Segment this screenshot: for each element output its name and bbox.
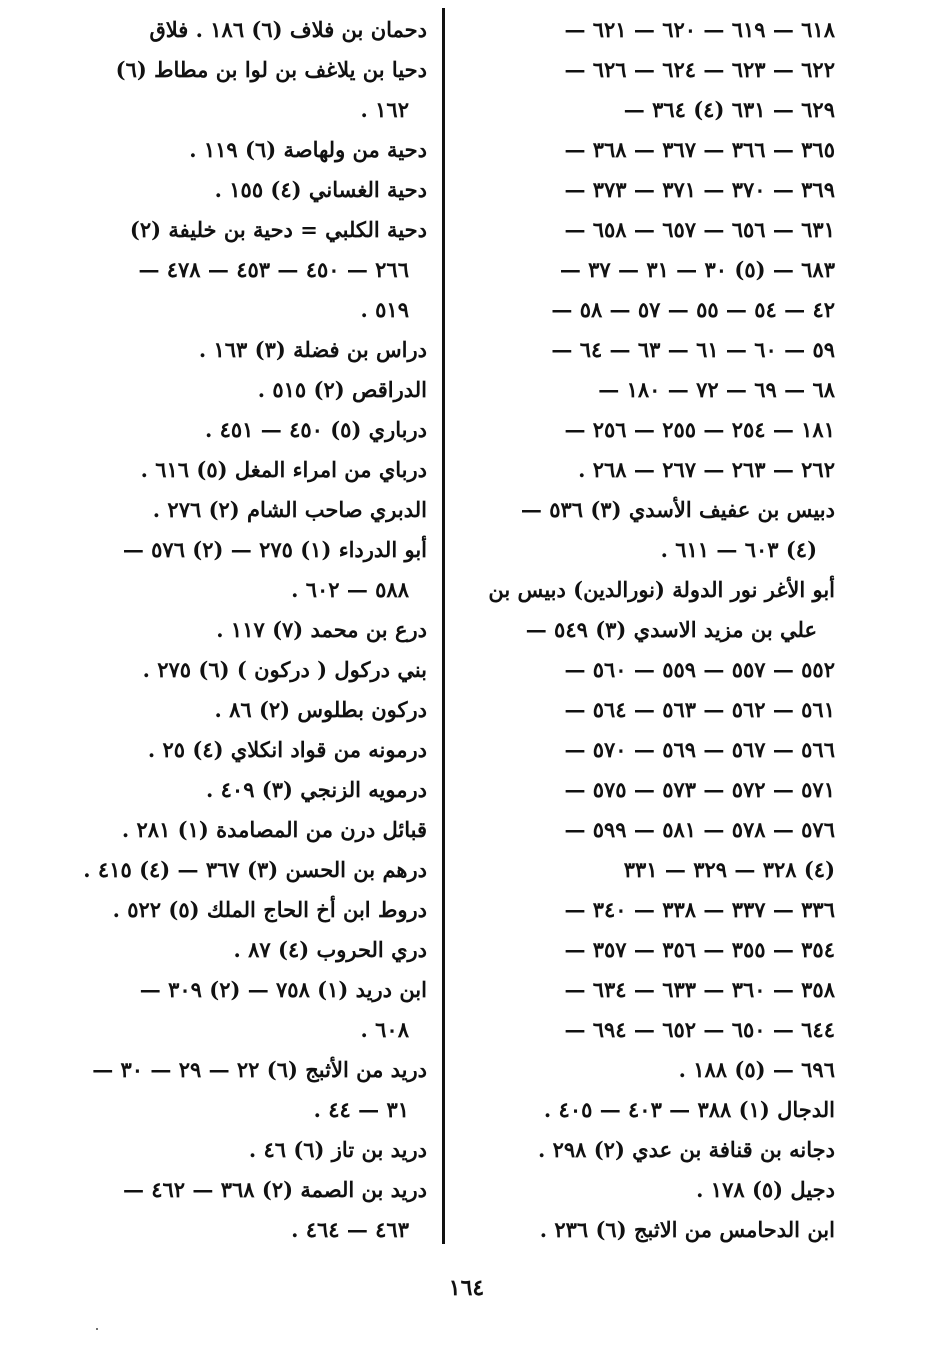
index-line: (٤) ٦٠٣ — ٦١١ . [660, 537, 817, 562]
index-line: ٣٥٨ — ٣٦٠ — ٦٣٣ — ٦٣٤ — [564, 977, 835, 1002]
index-line: دحية من ولهاصة (٦) ١١٩ . [189, 137, 427, 162]
index-line: ٦٩٦ — (٥) ١٨٨ . [678, 1057, 835, 1082]
index-line: دبيس بن عفيف الأسدي (٣) ٥٣٦ — [520, 497, 835, 522]
index-line: دحية الكلبي = دحية بن خليفة (٢) [129, 217, 427, 242]
index-line: دريد بن الصمة (٢) ٣٦٨ — ٤٦٢ — [122, 1177, 427, 1202]
index-line: بني دركول ( دركون ) (٦) ٢٧٥ . [142, 657, 427, 682]
index-line: ٢٦٢ — ٢٦٣ — ٢٦٧ — ٢٦٨ . [578, 457, 835, 482]
index-line: ٦٣١ — ٦٥٦ — ٦٥٧ — ٦٥٨ — [564, 217, 835, 242]
index-line: الدبري صاحب الشام (٢) ٢٧٦ . [152, 497, 427, 522]
index-line: الدجال (١) ٣٨٨ — ٤٠٣ — ٤٠٥ . [543, 1097, 835, 1122]
index-line: دركون بطلوس (٢) ٨٦ . [214, 697, 427, 722]
index-line: ابن دريد (١) ٧٥٨ — (٢) ٣٠٩ — [139, 977, 427, 1002]
page-number: ١٦٤ [448, 1275, 485, 1301]
index-line: ٥٦٦ — ٥٦٧ — ٥٦٩ — ٥٧٠ — [564, 737, 835, 762]
index-line: ٦٨٣ — (٥) ٣٠ — ٣١ — ٣٧ — [559, 257, 835, 282]
index-line: دروط ابن أخ الحاج الملك (٥) ٥٢٢ . [112, 897, 427, 922]
right-index-column [440, 10, 835, 1250]
index-line: ٣٦٥ — ٣٦٦ — ٣٦٧ — ٣٦٨ — [564, 137, 835, 162]
index-line: الدراقص (٢) ٥١٥ . [257, 377, 427, 402]
index-line: ١٨١ — ٢٥٤ — ٢٥٥ — ٢٥٦ — [564, 417, 835, 442]
left-index-column [75, 10, 427, 1250]
index-line: أبو الأغر نور الدولة (نورالدين) دبيس بن [488, 577, 835, 602]
index-line: دجانه بن قنافة بن عدي (٢) ٢٩٨ . [537, 1137, 835, 1162]
index-line: ٣٥٤ — ٣٥٥ — ٣٥٦ — ٣٥٧ — [564, 937, 835, 962]
index-line: ٤٦٣ — ٤٦٤ . [291, 1217, 409, 1242]
index-line: ٣١ — ٤٤ . [313, 1097, 409, 1122]
index-line: ٥٥٢ — ٥٥٧ — ٥٥٩ — ٥٦٠ — [564, 657, 835, 682]
index-line: دحية الغساني (٤) ١٥٥ . [214, 177, 427, 202]
index-line: ٥٨٨ — ٦٠٢ . [291, 577, 409, 602]
index-line: ١٦٢ . [360, 97, 409, 122]
index-line: دجيل (٥) ١٧٨ . [696, 1177, 835, 1202]
index-line: درع بن محمد (٧) ١١٧ . [216, 617, 427, 642]
index-line: درمويه الزنجي (٣) ٤٠٩ . [206, 777, 427, 802]
index-line: ٥٧٦ — ٥٧٨ — ٥٨١ — ٥٩٩ — [564, 817, 835, 842]
index-line: ٦٢٢ — ٦٢٣ — ٦٢٤ — ٦٢٦ — [564, 57, 835, 82]
index-line: ٣٣٦ — ٣٣٧ — ٣٣٨ — ٣٤٠ — [564, 897, 835, 922]
index-line: ٤٢ — ٥٤ — ٥٥ — ٥٧ — ٥٨ — [551, 297, 835, 322]
index-line: ٥١٩ . [360, 297, 409, 322]
index-line: أبو الدرداء (١) ٢٧٥ — (٢) ٥٧٦ — [122, 537, 427, 562]
index-line: دحيا بن يلاغف بن لوا بن مطاط (٦) [115, 57, 427, 82]
index-line: علي بن مزيد الاسدي (٣) ٥٤٩ — [525, 617, 817, 642]
scan-speck [96, 1328, 98, 1330]
index-line: ٥٦١ — ٥٦٢ — ٥٦٣ — ٥٦٤ — [564, 697, 835, 722]
index-line: ٥٧١ — ٥٧٢ — ٥٧٣ — ٥٧٥ — [564, 777, 835, 802]
index-line: ٦٤٤ — ٦٥٠ — ٦٥٢ — ٦٩٤ — [564, 1017, 835, 1042]
column-divider [442, 8, 445, 1244]
index-line: درهم بن الحسن (٣) ٣٦٧ — (٤) ٤١٥ . [83, 857, 427, 882]
index-line: دراس بن فضلة (٣) ١٦٣ . [198, 337, 427, 362]
index-line: درباي من امراء المغل (٥) ٦١٦ . [140, 457, 427, 482]
index-line: دري الحروب (٤) ٨٧ . [233, 937, 427, 962]
index-line: درمونه من قواد انكلاي (٤) ٢٥ . [147, 737, 427, 762]
index-line: دريد من الأثبج (٦) ٢٢ — ٢٩ — ٣٠ — [92, 1057, 427, 1082]
index-line: درباري (٥) ٤٥٠ — ٤٥١ . [204, 417, 427, 442]
index-line: ٦٢٩ — ٦٣١ (٤) ٣٦٤ — [623, 97, 835, 122]
index-line: (٤) ٣٢٨ — ٣٢٩ — ٣٣١ [623, 857, 835, 882]
index-line: ابن الدحامس من الاثبج (٦) ٢٣٦ . [539, 1217, 835, 1242]
index-line: ٦٠٨ . [360, 1017, 409, 1042]
index-line: قبائل درن من المصامدة (١) ٢٨١ . [121, 817, 427, 842]
index-line: ٣٦٩ — ٣٧٠ — ٣٧١ — ٣٧٣ — [564, 177, 835, 202]
index-line: دحمان بن فلاف (٦) ١٨٦ . فلاق [149, 17, 427, 42]
index-line: ٥٩ — ٦٠ — ٦١ — ٦٣ — ٦٤ — [551, 337, 835, 362]
index-line: ٢٦٦ — ٤٥٠ — ٤٥٣ — ٤٧٨ — [138, 257, 409, 282]
index-line: ٦١٨ — ٦١٩ — ٦٢٠ — ٦٢١ — [564, 17, 835, 42]
index-line: دريد بن تاز (٦) ٤٦ . [248, 1137, 427, 1162]
index-line: ٦٨ — ٦٩ — ٧٢ — ١٨٠ — [598, 377, 835, 402]
